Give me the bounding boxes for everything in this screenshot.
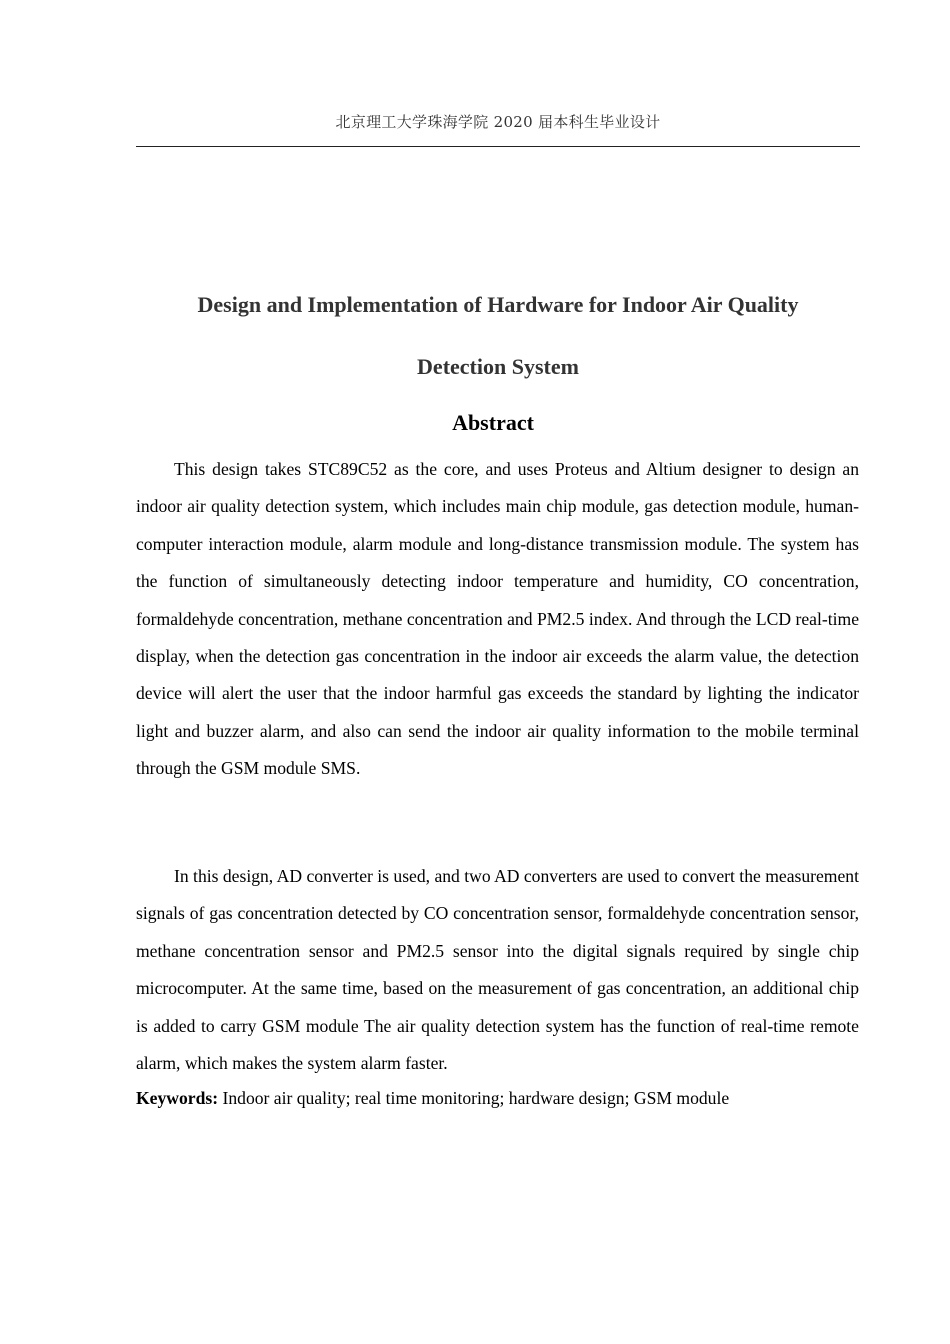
- page-header: 北京理工大学珠海学院 2020 届本科生毕业设计: [335, 113, 661, 131]
- keywords-text: Indoor air quality; real time monitoring; hardware design; GSM module: [218, 1088, 730, 1108]
- abstract-paragraph-1: This design takes STC89C52 as the core, and uses Proteus and Altium designer to design an indoor air quality detection system, which includes main chip module, gas detection module, human-computer interaction module, alarm module and long-distance transmission module. The system has the function of simultaneously detecting indoor temperature and humidity, CO concentration, formaldehyde concentration, methane concentration and PM2.5 index. And through the LCD real-time display, when the detection gas concentration in the indoor air exceeds the alarm value, the detection device will alert the user that the indoor harmful gas exceeds the standard by lighting the indicator light and buzzer alarm, and also can send the indoor air quality information to the mobile terminal through the GSM module SMS.: [136, 459, 859, 779]
- abstract-paragraph-2: In this design, AD converter is used, and two AD converters are used to convert the measurement signals of gas concentration detected by CO concentration sensor, formaldehyde concentration sensor, methane concentration sensor and PM2.5 sensor into the digital signals required by single chip microcomputer. At the same time, based on the measurement of gas concentration, an additional chip is added to carry GSM module The air quality detection system has the function of real-time remote alarm, which makes the system alarm faster.: [136, 866, 859, 1074]
- header-divider: [136, 146, 860, 147]
- paper-title-line-2: Detection System: [417, 354, 579, 379]
- keywords-line: [136, 1084, 859, 1112]
- keywords-label: Keywords:: [136, 1088, 219, 1108]
- abstract-heading: Abstract: [452, 410, 534, 435]
- paper-title-line-1: Design and Implementation of Hardware for Indoor Air Quality: [197, 292, 799, 317]
